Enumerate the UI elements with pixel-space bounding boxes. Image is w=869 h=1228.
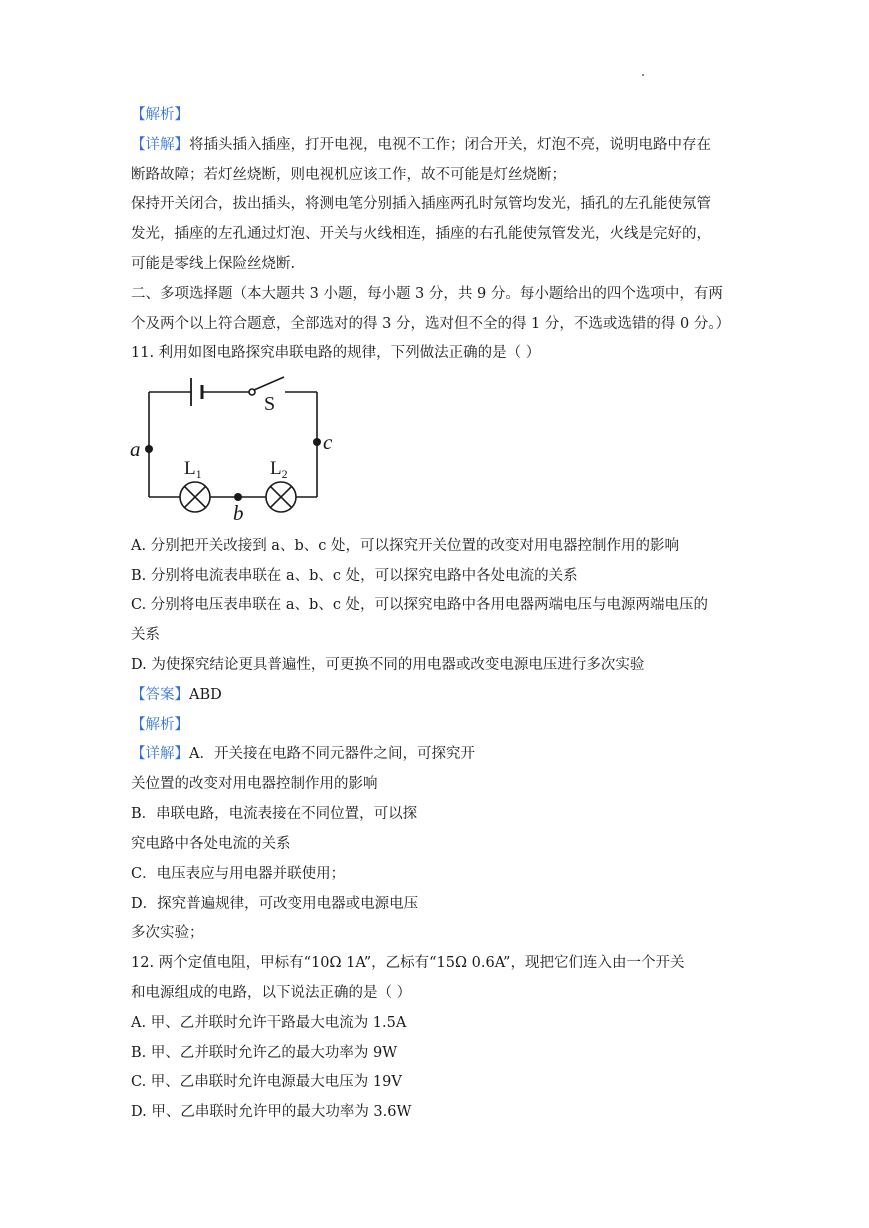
answer-line [131, 684, 739, 706]
detail-line: 关位置的改变对用电器控制作用的影响 [131, 776, 378, 792]
detail-paragraph-line: 【详解】将插头插入插座，打开电视，电视不工作；闭合开关，灯泡不亮，说明电路中存在 [131, 137, 711, 153]
lamp-2-label: $L_2$ [270, 458, 288, 481]
detail-paragraph-line: 保持开关闭合，拔出插头，将测电笔分别插入插座两孔时氖管均发光，插孔的左孔能使氖管 [131, 196, 711, 212]
question-12-stem-cont: 和电源组成的电路，以下说法正确的是（ ） [131, 985, 412, 1001]
section-heading: 二、多项选择题（本大题共 3 小题，每小题 3 分，共 9 分。每小题给出的四个选项中，有两 [131, 286, 723, 302]
point-b-label: b [233, 501, 244, 525]
analysis-tag: 【解析】 [131, 717, 189, 733]
junction-c [313, 438, 321, 446]
analysis-tag: 【解析】 [131, 107, 189, 123]
detail-paragraph-line: 断路故障；若灯丝烧断，则电视机应该工作，故不可能是灯丝烧断； [131, 167, 566, 183]
junction-b [234, 493, 242, 501]
page-dot [642, 74, 644, 76]
question-12-option-b: B. 甲、乙并联时允许乙的最大功率为 9W [131, 1045, 398, 1061]
point-c-label: c [323, 430, 333, 454]
question-11-option-d: D. 为使探究结论更具普遍性，可更换不同的用电器或改变电源电压进行多次实验 [131, 657, 645, 673]
question-12-option-a: A. 甲、乙并联时允许干路最大电流为 1.5A [131, 1015, 407, 1031]
question-11-option-c: C. 分别将电压表串联在 a、b、c 处，可以探究电路中各用电器两端电压与电源两端电压的 [131, 597, 709, 613]
question-11-option-b: B. 分别将电流表串联在 a、b、c 处，可以探究电路中各处电流的关系 [131, 568, 578, 584]
detail-paragraph-line: 可能是零线上保险丝烧断. [131, 256, 296, 272]
point-a-label: a [130, 437, 141, 461]
circuit-diagram [128, 372, 333, 525]
switch-blade [254, 377, 284, 390]
question-12-option-c: C. 甲、乙串联时允许电源最大电压为 19V [131, 1074, 402, 1090]
detail-line: B．串联电路，电流表接在不同位置，可以探 [131, 806, 418, 822]
detail-line: D．探究普遍规律，可改变用电器或电源电压 [131, 896, 419, 912]
detail-tag: 【详解】 [131, 137, 189, 153]
detail-line: 【详解】A．开关接在电路不同元器件之间，可探究开 [131, 746, 475, 762]
answer-value: ABD [189, 687, 222, 703]
switch-label: S [264, 393, 276, 415]
lamp-1-label: $L_1$ [184, 458, 202, 481]
section-heading: 个及两个以上符合题意，全部选对的得 3 分，选对但不全的得 1 分，不选或选错的得 0 分。） [131, 316, 731, 332]
detail-line: 多次实验； [131, 925, 204, 941]
detail-paragraph-line: 发光，插座的左孔通过灯泡、开关与火线相连，插座的右孔能使氖管发光，火线是完好的， [131, 226, 711, 242]
junction-a [145, 445, 153, 453]
question-11-option-a: A. 分别把开关改接到 a、b、c 处，可以探究开关位置的改变对用电器控制作用的影响 [131, 538, 679, 554]
question-11-option-c-cont: 关系 [131, 627, 160, 643]
detail-line: 究电路中各处电流的关系 [131, 836, 291, 852]
answer-tag: 【答案】 [131, 687, 189, 703]
question-12-stem: 12. 两个定值电阻，甲标有“10Ω 1A”，乙标有“15Ω 0.6A”，现把它们连入由一个开关 [131, 955, 685, 971]
question-12-option-d: D. 甲、乙串联时允许甲的最大功率为 3.6W [131, 1104, 412, 1120]
detail-line: C．电压表应与用电器并联使用； [131, 866, 346, 882]
question-11-stem: 11. 利用如图电路探究串联电路的规律，下列做法正确的是（ ） [131, 345, 541, 361]
detail-tag: 【详解】 [131, 746, 189, 762]
